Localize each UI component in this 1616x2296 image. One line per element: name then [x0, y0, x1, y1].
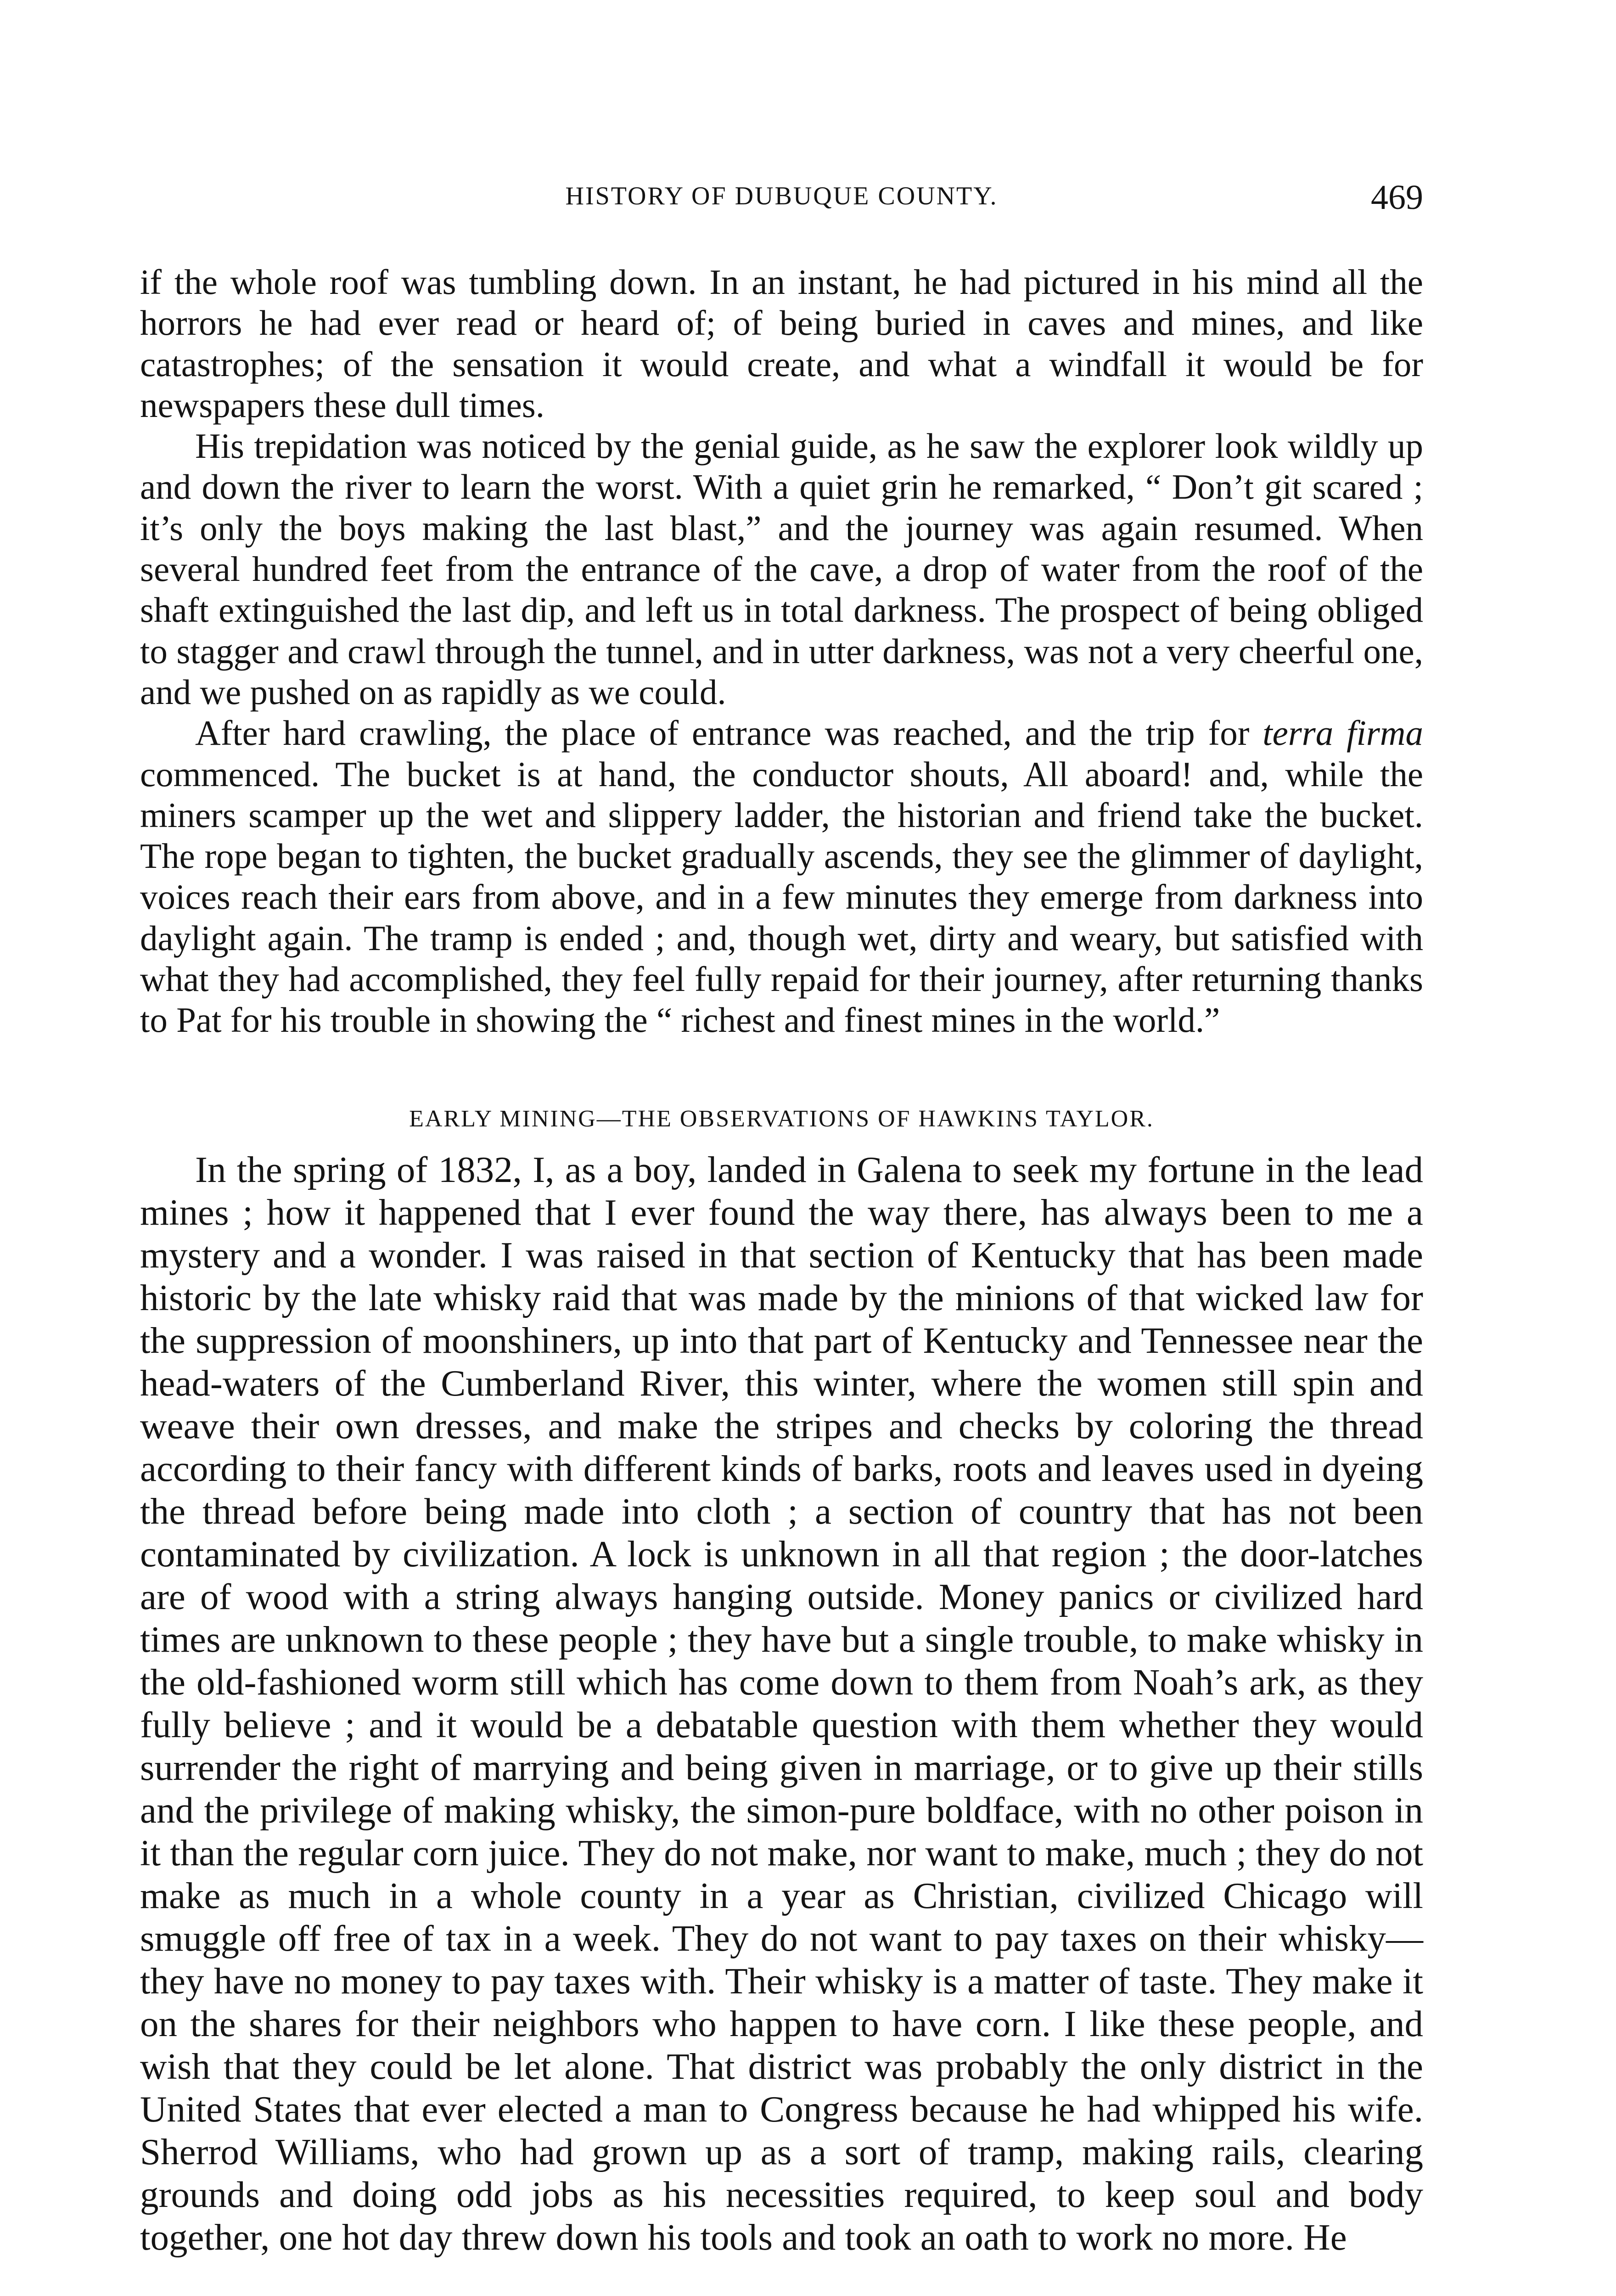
paragraph-terra-firma-text-end: commenced. The bucket is at hand, the conductor shouts, All aboard! and, while the miners scamper up the wet and slippery ladder, the historian and friend take the bucket. The rope began to tighten, the bucket gradually ascends, they see the glimmer of daylight, voices reach their ears from above, and in a few minutes they emerge from darkness into daylight again. The tramp is ended ; and, though wet, dirty and weary, but satisfied with what they had accomplished, they feel fully repaid for their journey, after returning thanks to Pat for his trouble in showing the “ richest and finest mines in the world.” — [140, 754, 1423, 1040]
paragraph-hawkins-taylor: In the spring of 1832, I, as a boy, landed in Galena to seek my fortune in the lead mines ; how it happened that I ever found the way there, has always been to me a mystery and a wonder. I was raised in that section of Kentucky that has been made historic by the late whisky raid that was made by the minions of that wicked law for the suppression of moonshiners, up into that part of Kentucky and Tennessee near the head-waters of the Cumberland River, this winter, where the women still spin and weave their own dresses, and make the stripes and checks by coloring the thread according to their fancy with different kinds of barks, roots and leaves used in dyeing the thread before being made into cloth ; a section of country that has not been contaminated by civilization. A lock is unknown in all that region ; the door-latches are of wood with a string always hanging outside. Money panics or civilized hard times are unknown to these people ; they have but a single trouble, to make whisky in the old-fashioned worm still which has come down to them from Noah’s ark, as they fully believe ; and it would be a debatable question with them whether they would surrender the right of marrying and being given in marriage, or to give up their stills and the privilege of making whisky, the simon-pure boldface, with no other poison in it than the regular corn juice. They do not make, nor want to make, much ; they do not make as much in a whole county in a year as Christian, civilized Chicago will smuggle off free of tax in a week. They do not want to pay taxes on their whisky—they have no money to pay taxes with. Their whisky is a matter of taste. They make it on the shares for their neighbors who happen to have corn. I like these people, and wish that they could be let alone. That district was probably the only district in the United States that ever elected a man to Congress because he had whipped his wife. Sherrod Williams, who had grown up as a sort of tramp, making rails, clearing grounds and doing odd jobs as his necessities required, to keep soul and body together, one hot day threw down his tools and took an oath to work no more. He — [140, 1148, 1423, 2258]
section-heading: EARLY MINING—THE OBSERVATIONS OF HAWKINS TAYLOR. — [409, 1105, 1154, 1132]
paragraph-trepidation: His trepidation was noticed by the genial guide, as he saw the explorer look wildly up and down the river to learn the worst. With a quiet grin he remarked, “ Don’t git scared ; it’s only the boys making the last blast,” and the journey was again resumed. When several hundred feet from the entrance of the cave, a drop of water from the roof of the shaft extinguished the last dip, and left us in total darkness. The prospect of being obliged to stagger and crawl through the tunnel, and in utter darkness, was not a very cheerful one, and we pushed on as rapidly as we could. — [140, 426, 1423, 712]
page-number: 469 — [1371, 178, 1423, 217]
paragraph-roof-tumbling: if the whole roof was tumbling down. In an instant, he had pictured in his mind all the horrors he had ever read or heard of; of being buried in caves and mines, and like catastrophes; of the sensation it would create, and what a windfall it would be for newspapers these dull times. — [140, 262, 1423, 425]
text-block — [140, 262, 1423, 2259]
paragraph-terra-firma-text-start: After hard crawling, the place of entrance was reached, and the trip for — [195, 713, 1263, 753]
running-title: HISTORY OF DUBUQUE COUNTY. — [565, 182, 998, 210]
italic-terra-firma: terra firma — [1262, 713, 1424, 753]
running-head — [140, 178, 1423, 227]
paragraph-terra-firma — [140, 713, 1423, 1041]
